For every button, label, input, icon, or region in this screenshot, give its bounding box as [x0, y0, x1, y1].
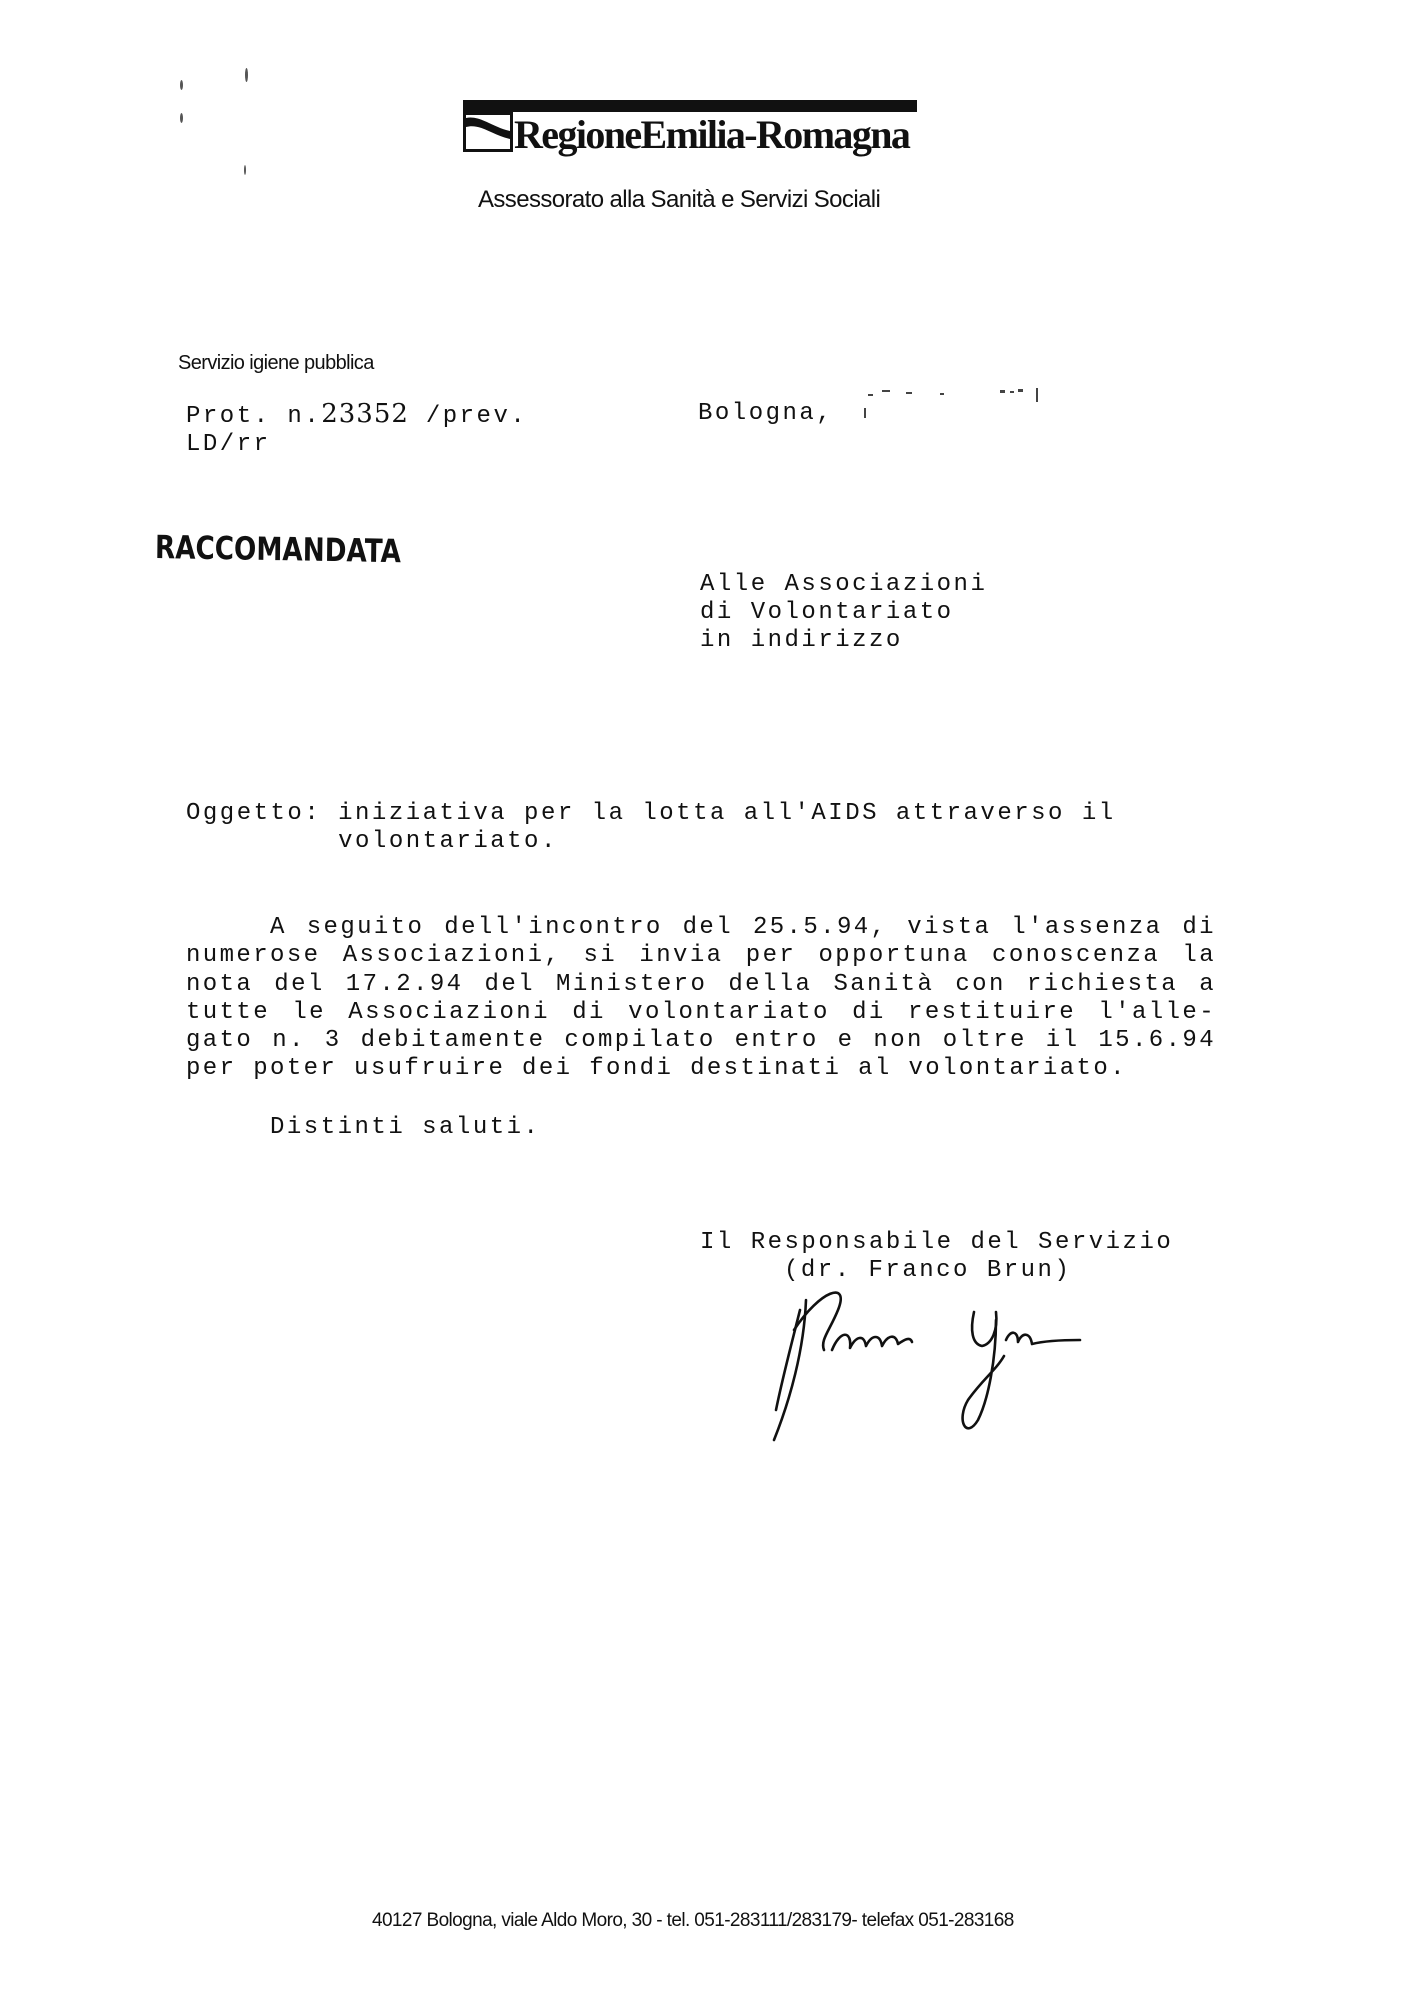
subject-label: Oggetto:	[186, 800, 322, 827]
signatory-name: (dr. Franco Brun)	[784, 1257, 1072, 1284]
scan-speck	[244, 165, 246, 175]
recipient-line: in indirizzo	[700, 627, 903, 654]
region-logo-icon	[463, 112, 513, 152]
body-paragraph	[186, 914, 1216, 1084]
organization-name: RegioneEmilia-Romagna	[514, 112, 910, 157]
body-line: tutte le Associazioni di volontariato di restituire l'alle-	[186, 998, 1216, 1026]
scan-speck	[245, 68, 248, 82]
closing: Distinti saluti.	[270, 1114, 541, 1141]
protocol-prefix: Prot. n.	[186, 403, 322, 430]
protocol-line	[186, 400, 527, 431]
signatory-title: Il Responsabile del Servizio	[700, 1229, 1174, 1256]
handwritten-signature	[760, 1270, 1120, 1460]
scan-speck	[180, 80, 183, 90]
footer-address: 40127 Bologna, viale Aldo Moro, 30 - tel. 051-283111/283179- telefax 051-283168	[372, 1910, 1014, 1931]
body-line: nota del 17.2.94 del Ministero della Sanità con richiesta a	[186, 970, 1216, 998]
logo-bar	[463, 100, 917, 112]
date-line: Bologna,	[698, 400, 834, 427]
recipient-block	[700, 571, 987, 655]
recipient-line: Alle Associazioni	[700, 571, 988, 598]
scan-speck	[180, 113, 183, 123]
recipient-line: di Volontariato	[700, 599, 954, 626]
protocol-suffix: /prev.	[408, 403, 528, 430]
registered-mail-stamp: RACCOMANDATA	[154, 528, 402, 571]
subject-line: volontariato.	[338, 828, 558, 855]
initials: LD/rr	[186, 431, 271, 458]
body-line: numerose Associazioni, si invia per opportuna conoscenza la	[186, 942, 1216, 970]
body-line: per poter usufruire dei fondi destinati al volontariato.	[186, 1055, 1127, 1083]
department-name: Assessorato alla Sanità e Servizi Sociali	[478, 186, 881, 213]
service-name: Servizio igiene pubblica	[178, 352, 374, 374]
faded-date-stamp	[860, 380, 1080, 430]
protocol-number: 23352	[321, 399, 409, 429]
body-line: A seguito dell'incontro del 25.5.94, vista l'assenza di	[270, 914, 1216, 941]
body-line: gato n. 3 debitamente compilato entro e non oltre il 15.6.94	[186, 1027, 1216, 1055]
subject-line: iniziativa per la lotta all'AIDS attraverso il	[338, 800, 1116, 827]
subject-block	[186, 800, 1116, 856]
